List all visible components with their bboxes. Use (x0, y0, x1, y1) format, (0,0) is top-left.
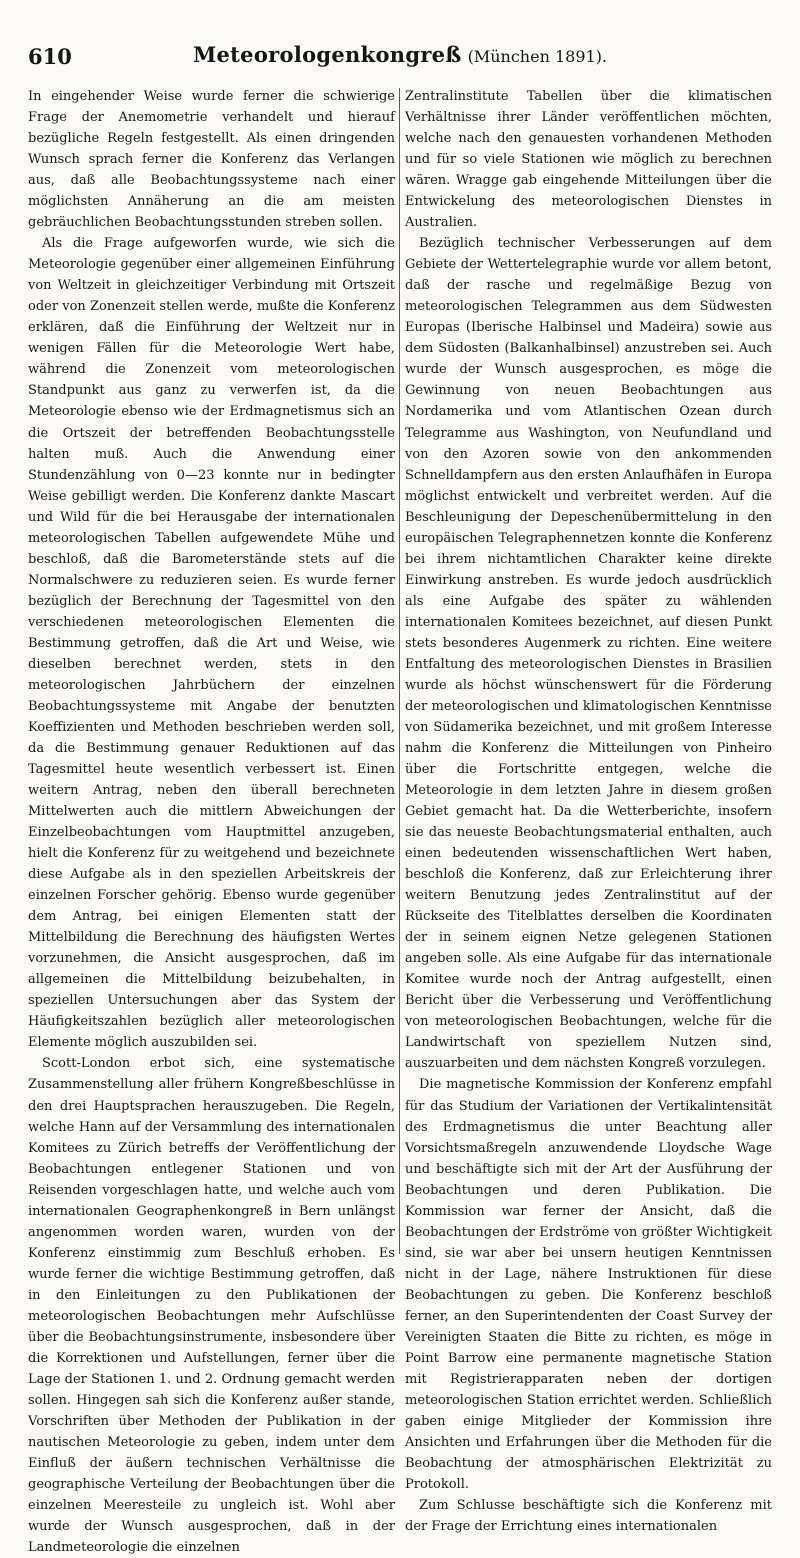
paragraph: In eingehender Weise wurde ferner die schwierige Frage der Anemometrie verhandelt und hierauf bezügliche Regeln festgestellt. Als einen dringenden Wunsch sprach ferner die Konferenz das Verlangen aus, daß alle Beobachtungssysteme nach einer möglichsten Annäherung an die am meisten gebräuchlichen Beobachtungsstunden streben sollen. (28, 89, 395, 231)
page-number: 610 (28, 44, 72, 69)
page-header (28, 40, 772, 80)
paragraph: Zentralinstitute Tabellen über die klimatischen Verhältnisse ihrer Länder veröffentlichen möchten, welche nach den genauesten vorhandenen Methoden und für so viele Stationen wie möglich zu berechnen wären. Wragge gab eingehende Mitteilungen über die Entwickelung des meteorologischen Dienstes in Australien. (405, 89, 772, 231)
running-title (28, 42, 772, 67)
running-title-subtitle: (München 1891). (467, 47, 608, 66)
running-title-main: Meteorologenkongreß (192, 42, 462, 67)
left-column (28, 86, 395, 1556)
right-column (405, 86, 772, 1535)
paragraph: Bezüglich technischer Verbesserungen auf dem Gebiete der Wettertelegraphie wurde vor allem betont, daß der rasche und regelmäßige Bezug von meteorologischen Telegrammen aus dem Südwesten Europas (Iberische Halbinsel und Madeira) sowie aus dem Südosten (Balkanhalbinsel) anzustreben sei. Auch wurde der Wunsch ausgesprochen, es möge die Gewinnung von neuen Beobachtungen aus Nordamerika und vom Atlantischen Ozean durch Telegramme aus Washington, von Neufundland und von den Azoren sowie von den ankommenden Schnelldampfern aus den ersten Anlaufhäfen in Europa möglichst entwickelt und verbreitet werden. Auf die Beschleunigung der Depeschenübermittelung in den europäischen Telegraphennetzen konnte die Konferenz bei ihrem nichtamtlichen Charakter keine direkte Einwirkung anstreben. Es wurde jedoch ausdrücklich als eine Aufgabe des später zu wählenden internationalen Komitees bezeichnet, auf diesen Punkt stets besonderes Augenmerk zu richten. Eine weitere Entfaltung des meteorologischen Dienstes in Brasilien wurde als höchst wünschenswert für die Förderung der meteorologischen und klimatologischen Kenntnisse von Südamerika bezeichnet, und mit großem Interesse nahm die Konferenz die Mitteilungen von Pinheiro über die Fortschritte entgegen, welche die Meteorologie in dem letzten Jahre in diesem großen Gebiet gemacht hat. Da die Wetterberichte, insofern sie das neueste Beobachtungsmaterial enthalten, auch einen bedeutenden wissenschaftlichen Wert haben, beschloß die Konferenz, daß zur Erleichterung ihrer weitern Benutzung jedes Zentralinstitut auf der Rückseite des Titelblattes derselben die Koordinaten der in seinem eignen Netze gelegenen Stationen angeben solle. Als eine Aufgabe für das internationale Komitee wurde noch der Antrag aufgestellt, einen Bericht über die Verbesserung und Veröffentlichung von meteorologischen Beobachtungen, welche für die Landwirtschaft von speziellem Nutzen sind, auszuarbeiten und dem nächsten Kongreß vorzulegen. (405, 236, 772, 1072)
text-columns (28, 86, 772, 1556)
column-divider (399, 88, 400, 1254)
paragraph: Die magnetische Kommission der Konferenz empfahl für das Studium der Variationen der Vertikalintensität des Erdmagnetismus die unter Beachtung aller Vorsichtsmaßregeln anzuwendende Lloydsche Wage und beschäftigte sich mit der Art der Ausführung der Beobachtungen und deren Publikation. Die Kommission war ferner der Ansicht, daß die Beobachtungen der Erdströme von größter Wichtigkeit sind, sie war aber bei unsern heutigen Kenntnissen nicht in der Lage, nähere Instruktionen für diese Beobachtungen zu geben. Die Konferenz beschloß ferner, an den Superintendenten der Coast Survey der Vereinigten Staaten die Bitte zu richten, es möge in Point Barrow eine permanente magnetische Station mit Registrierapparaten neben der dortigen meteorologischen Station errichtet werden. Schließlich gaben einige Mitglieder der Kommission ihre Ansichten und Erfahrungen über die Methoden für die Beobachtung der atmosphärischen Elektrizität zu Protokoll. (405, 1077, 772, 1493)
paragraph: Scott-London erbot sich, eine systematische Zusammenstellung aller frühern Kongreßbeschlüsse in den drei Hauptsprachen herauszugeben. Die Regeln, welche Hann auf der Versammlung des internationalen Komitees zu Zürich betreffs der Veröffentlichung der Beobachtungen entlegener Stationen und von Reisenden vorgeschlagen hatte, und welche auch vom internationalen Geographenkongreß in Bern unlängst angenommen worden waren, wurden von der Konferenz einstimmig zum Beschluß erhoben. Es wurde ferner die wichtige Bestimmung getroffen, daß in den Einleitungen zu den Publikationen der meteorologischen Beobachtungen mehr Aufschlüsse über die Beobachtungsinstrumente, insbesondere über die Korrektionen und Aufstellungen, ferner über die Lage der Stationen 1. und 2. Ordnung gemacht werden sollen. Hingegen sah sich die Konferenz außer stande, Vorschriften über Methoden der Publikation in der nautischen Meteorologie zu geben, indem unter dem Einfluß der äußern technischen Verhältnisse die geographische Verteilung der Beobachtungen über die einzelnen Meeresteile zu ungleich ist. Wohl aber wurde der Wunsch ausgesprochen, daß in der Landmeteorologie die einzelnen (28, 1056, 395, 1556)
paragraph: Zum Schlusse beschäftigte sich die Konferenz mit der Frage der Errichtung eines internationalen (405, 1498, 772, 1535)
paragraph: Als die Frage aufgeworfen wurde, wie sich die Meteorologie gegenüber einer allgemeinen Einführung von Weltzeit in gleichzeitiger Verbindung mit Ortszeit oder von Zonenzeit stellen werde, mußte die Konferenz erklären, daß die Einführung der Weltzeit nur in wenigen Fällen für die Meteorologie Wert habe, während die Zonenzeit vom meteorologischen Standpunkt aus ganz zu verwerfen ist, da die Meteorologie ebenso wie der Erdmagnetismus sich an die Ortszeit der betreffenden Beobachtungsstelle halten muß. Auch die Anwendung einer Stundenzählung von 0—23 konnte nur in bedingter Weise gebilligt werden. Die Konferenz dankte Mascart und Wild für die bei Herausgabe der internationalen meteorologischen Tabellen aufgewendete Mühe und beschloß, daß die Barometerstände stets auf die Normalschwere zu reduzieren seien. Es wurde ferner bezüglich der Berechnung der Tagesmittel von den verschiedenen meteorologischen Elementen die Bestimmung getroffen, daß die Art und Weise, wie dieselben berechnet werden, stets in den meteorologischen Jahrbüchern der einzelnen Beobachtungssysteme mit Angabe der benutzten Koeffizienten und Methoden beschrieben werden soll, da die Bestimmung genauer Reduktionen auf das Tagesmittel heute wesentlich verbessert ist. Einen weitern Antrag, neben den überall berechneten Mittelwerten auch die mittlern Abweichungen der Einzelbeobachtungen vom Hauptmittel anzugeben, hielt die Konferenz für zu weitgehend und bezeichnete diese Aufgabe als in den speziellen Arbeitskreis der einzelnen Forscher gehörig. Ebenso wurde gegenüber dem Antrag, bei einigen Elementen statt der Mittelbildung die Berechnung des häufigsten Wertes vorzunehmen, die Ansicht ausgesprochen, daß im allgemeinen die Mittelbildung beizubehalten, in speziellen Untersuchungen aber das System der Häufigkeitszahlen bezüglich aller meteorologischen Elemente möglich auszubilden sei. (28, 236, 395, 1051)
